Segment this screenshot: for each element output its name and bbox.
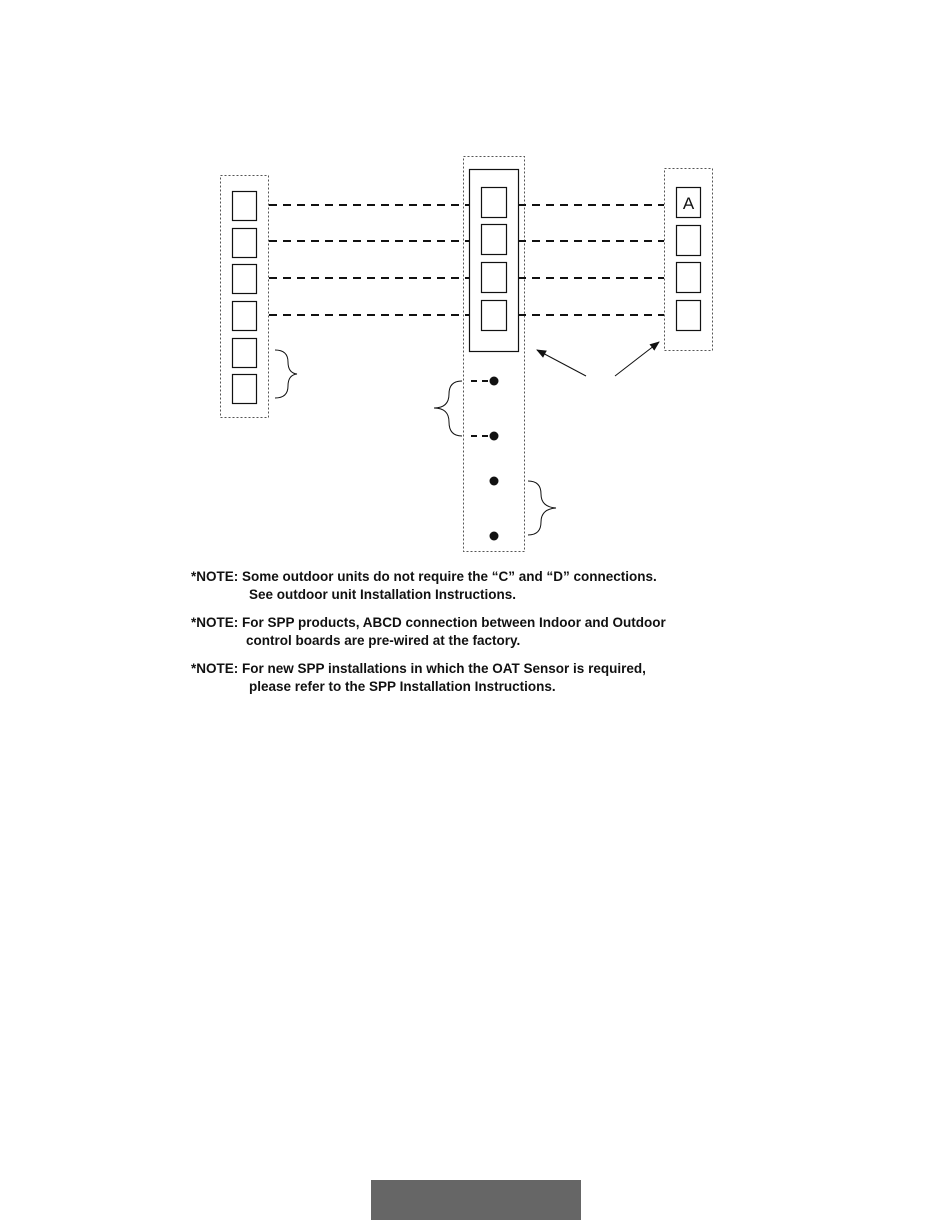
outdoor-terminal-label-a: A (682, 194, 695, 213)
sensor-dot (490, 377, 499, 386)
note-line: See outdoor unit Installation Instructions. (249, 587, 517, 602)
sensor-leads (471, 381, 490, 436)
sensor-dot (490, 477, 499, 486)
thermostat-terminal (233, 229, 257, 258)
note-line: *NOTE: For new SPP installations in which the OAT Sensor is required, (191, 661, 646, 676)
thermostat-terminal (233, 375, 257, 404)
outdoor-terminal (677, 263, 701, 293)
indoor-terminals (482, 188, 507, 331)
note-c-d-connections (191, 568, 791, 604)
thermostat-bracket (275, 350, 297, 398)
outdoor-terminal (677, 226, 701, 256)
arrow-to-outdoor-panel (615, 342, 659, 376)
thermostat-terminal (233, 192, 257, 221)
indoor-terminal (482, 188, 507, 218)
note-oat-sensor (191, 660, 791, 696)
sensor-bracket-left (434, 381, 462, 436)
notes-section (191, 568, 791, 706)
thermostat-terminals (233, 192, 257, 404)
outdoor-terminal (677, 301, 701, 331)
sensor-dot (490, 432, 499, 441)
note-line: control boards are pre-wired at the factory. (246, 633, 521, 648)
indoor-terminal (482, 225, 507, 255)
indoor-terminal (482, 301, 507, 331)
thermostat-terminal (233, 339, 257, 368)
indoor-terminal (482, 263, 507, 293)
indoor-board-dots (490, 377, 499, 541)
note-spp-prewired (191, 614, 791, 650)
footer-bar (371, 1180, 581, 1220)
note-line: please refer to the SPP Installation Instructions. (249, 679, 556, 694)
thermostat-terminal (233, 265, 257, 294)
sensor-bracket-right (528, 481, 556, 535)
note-line: *NOTE: Some outdoor units do not require the “C” and “D” connections. (191, 569, 657, 584)
note-line: *NOTE: For SPP products, ABCD connection between Indoor and Outdoor (191, 615, 666, 630)
arrow-to-indoor-block (537, 350, 586, 376)
abcd-wires (269, 205, 664, 315)
sensor-dot (490, 532, 499, 541)
thermostat-terminal (233, 302, 257, 331)
